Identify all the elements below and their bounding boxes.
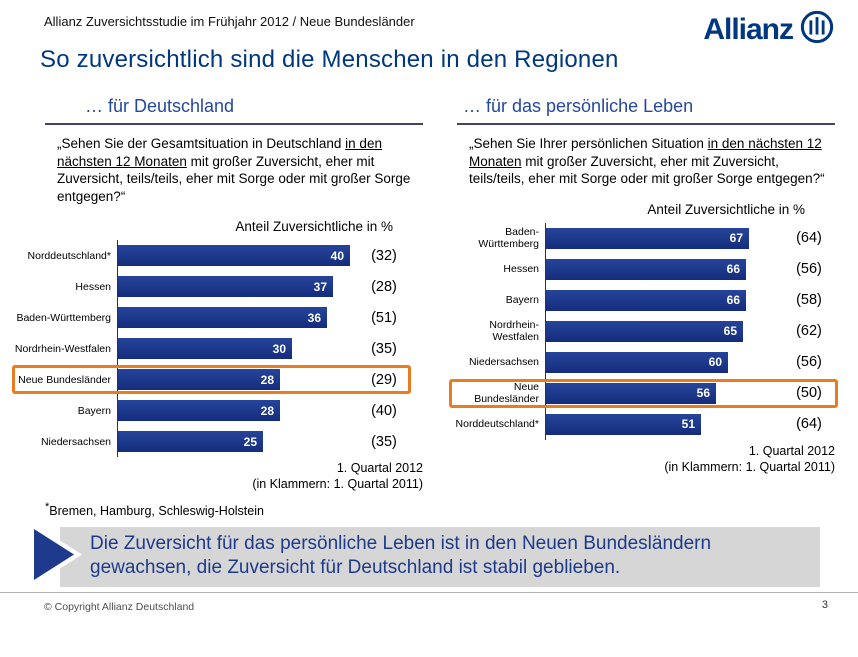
takeaway-text: Die Zuversicht für das persönliche Leben ist in den Neuen Bundesländern gewachsen, die Zuversicht für Deutschland ist stabil geblieben. xyxy=(90,533,712,579)
bar-value-label: 56 xyxy=(696,386,710,401)
category-label: Bayern xyxy=(77,404,111,417)
bar-value-label: 60 xyxy=(708,355,722,370)
bar-area xyxy=(545,347,781,378)
previous-year-value: (56) xyxy=(796,354,822,371)
chart-row xyxy=(450,223,837,254)
chart-row xyxy=(13,302,410,333)
chart-row xyxy=(450,316,837,347)
bar xyxy=(118,369,280,390)
bar-value-label: 36 xyxy=(307,310,321,325)
bar-area xyxy=(117,364,358,395)
bar xyxy=(546,383,716,404)
column-header-persoenliches-leben: … für das persönliche Leben xyxy=(457,96,835,125)
previous-year-value: (29) xyxy=(371,371,397,388)
previous-year-value: (50) xyxy=(796,385,822,402)
axis-title: Anteil Zuversichtliche in % xyxy=(647,201,805,217)
arrow-right-icon xyxy=(34,529,74,580)
bar xyxy=(118,431,263,452)
category-label: Niedersachsen xyxy=(40,435,111,448)
survey-question xyxy=(469,135,825,188)
category-label: Hessen xyxy=(75,280,111,293)
bar-area xyxy=(117,271,358,302)
previous-year-value: (32) xyxy=(371,247,397,264)
bar-area xyxy=(117,395,358,426)
footnote-text: Bremen, Hamburg, Schleswig-Holstein xyxy=(49,504,264,519)
survey-question xyxy=(57,135,413,205)
period-line: 1. Quartal 2012 xyxy=(748,443,835,458)
question-segment: in den nächsten 12 Monaten xyxy=(469,136,822,169)
period-line: (in Klammern: 1. Quartal 2011) xyxy=(252,477,423,492)
previous-year-value: (28) xyxy=(371,278,397,295)
bar-chart-persoenliches-leben xyxy=(450,223,837,440)
chart-row xyxy=(13,240,410,271)
chart-row xyxy=(450,378,837,409)
column-deutschland xyxy=(14,96,423,493)
previous-year-value: (62) xyxy=(796,323,822,340)
bar-area xyxy=(545,409,781,440)
page-number: 3 xyxy=(821,599,828,611)
previous-year-value: (64) xyxy=(796,416,822,433)
bar-area xyxy=(545,285,781,316)
previous-year-value: (35) xyxy=(371,433,397,450)
previous-year-value: (51) xyxy=(371,309,397,326)
previous-year-value: (64) xyxy=(796,230,822,247)
bar-area xyxy=(117,302,358,333)
bar xyxy=(546,414,701,435)
allianz-logo xyxy=(703,10,834,49)
takeaway-box xyxy=(60,527,820,587)
bar-value-label: 30 xyxy=(272,341,286,356)
category-label: Baden-Württemberg xyxy=(478,226,539,251)
period-line: (in Klammern: 1. Quartal 2011) xyxy=(664,459,835,474)
question-segment: mit großer Zuversicht, eher mit Zuversicht, teils/teils, eher mit Sorge oder mit großer Sorge entgegen?“ xyxy=(57,153,411,204)
bar-area xyxy=(545,378,781,409)
bar xyxy=(546,290,746,311)
previous-year-value: (56) xyxy=(796,261,822,278)
chart-row xyxy=(13,271,410,302)
allianz-eagle-icon xyxy=(800,10,834,49)
category-label: Niedersachsen xyxy=(468,356,539,369)
bar-value-label: 37 xyxy=(313,279,327,294)
bar-value-label: 25 xyxy=(243,434,257,449)
period-note xyxy=(457,443,835,476)
footer-copyright: © Copyright Allianz Deutschland xyxy=(44,601,195,613)
bar-value-label: 28 xyxy=(260,403,274,418)
chart-row xyxy=(13,333,410,364)
bar-area xyxy=(117,240,358,271)
category-label: Norddeutschland* xyxy=(27,249,111,262)
bar-value-label: 67 xyxy=(729,231,743,246)
chart-row xyxy=(13,426,410,457)
chart-row xyxy=(13,364,410,395)
chart-row xyxy=(450,409,837,440)
chart-columns xyxy=(14,96,835,493)
bar-area xyxy=(117,426,358,457)
category-label: Nordrhein-Westfalen xyxy=(489,319,539,344)
bar xyxy=(118,276,333,297)
chart-row xyxy=(450,285,837,316)
category-label: Neue Bundesländer xyxy=(18,373,111,386)
chart-row xyxy=(13,395,410,426)
chart-row xyxy=(450,347,837,378)
column-persoenliches-leben xyxy=(457,96,835,493)
chart-row xyxy=(450,254,837,285)
bar xyxy=(118,245,350,266)
bar-value-label: 66 xyxy=(726,293,740,308)
bar-area xyxy=(545,223,781,254)
period-line: 1. Quartal 2012 xyxy=(336,461,423,476)
bar xyxy=(546,228,749,249)
question-segment: „Sehen Sie Ihrer persönlichen Situation xyxy=(469,136,708,151)
bar-value-label: 40 xyxy=(330,248,344,263)
allianz-wordmark: Allianz xyxy=(703,12,793,46)
bar-area xyxy=(117,333,358,364)
bar-value-label: 66 xyxy=(726,262,740,277)
bar-area xyxy=(545,254,781,285)
previous-year-value: (58) xyxy=(796,292,822,309)
question-segment: mit großer Zuversicht, eher mit Zuversicht, teils/teils, eher mit Sorge oder mit großer Sorge entgegen?“ xyxy=(469,153,825,187)
bar-area xyxy=(545,316,781,347)
footer-divider xyxy=(0,592,858,593)
previous-year-value: (35) xyxy=(371,340,397,357)
question-segment: „Sehen Sie der Gesamtsituation in Deutschland xyxy=(57,136,346,151)
category-label: Nordrhein-Westfalen xyxy=(14,342,111,355)
previous-year-value: (40) xyxy=(371,402,397,419)
bar xyxy=(546,321,743,342)
question-segment: in den nächsten 12 Monaten xyxy=(57,136,382,169)
category-label: Neue Bundesländer xyxy=(474,381,539,406)
page-title: So zuversichtlich sind die Menschen in den Regionen xyxy=(40,46,619,73)
period-note xyxy=(45,460,423,493)
column-header-deutschland: … für Deutschland xyxy=(45,96,423,125)
footnote-marker: * xyxy=(45,501,50,513)
bar-value-label: 65 xyxy=(723,324,737,339)
bar-chart-deutschland xyxy=(13,240,410,457)
category-label: Norddeutschland* xyxy=(455,418,539,431)
bar xyxy=(118,400,280,421)
category-label: Hessen xyxy=(503,263,539,276)
meta-header: Allianz Zuversichtsstudie im Frühjahr 2012 / Neue Bundesländer xyxy=(44,14,415,29)
category-label: Baden-Württemberg xyxy=(16,311,111,324)
bar xyxy=(118,338,292,359)
bar xyxy=(546,352,728,373)
category-label: Bayern xyxy=(505,294,539,307)
axis-title: Anteil Zuversichtliche in % xyxy=(235,219,393,235)
bar-value-label: 51 xyxy=(681,417,695,432)
bar-value-label: 28 xyxy=(260,372,274,387)
bar xyxy=(546,259,746,280)
footnote xyxy=(45,501,264,518)
bar xyxy=(118,307,327,328)
